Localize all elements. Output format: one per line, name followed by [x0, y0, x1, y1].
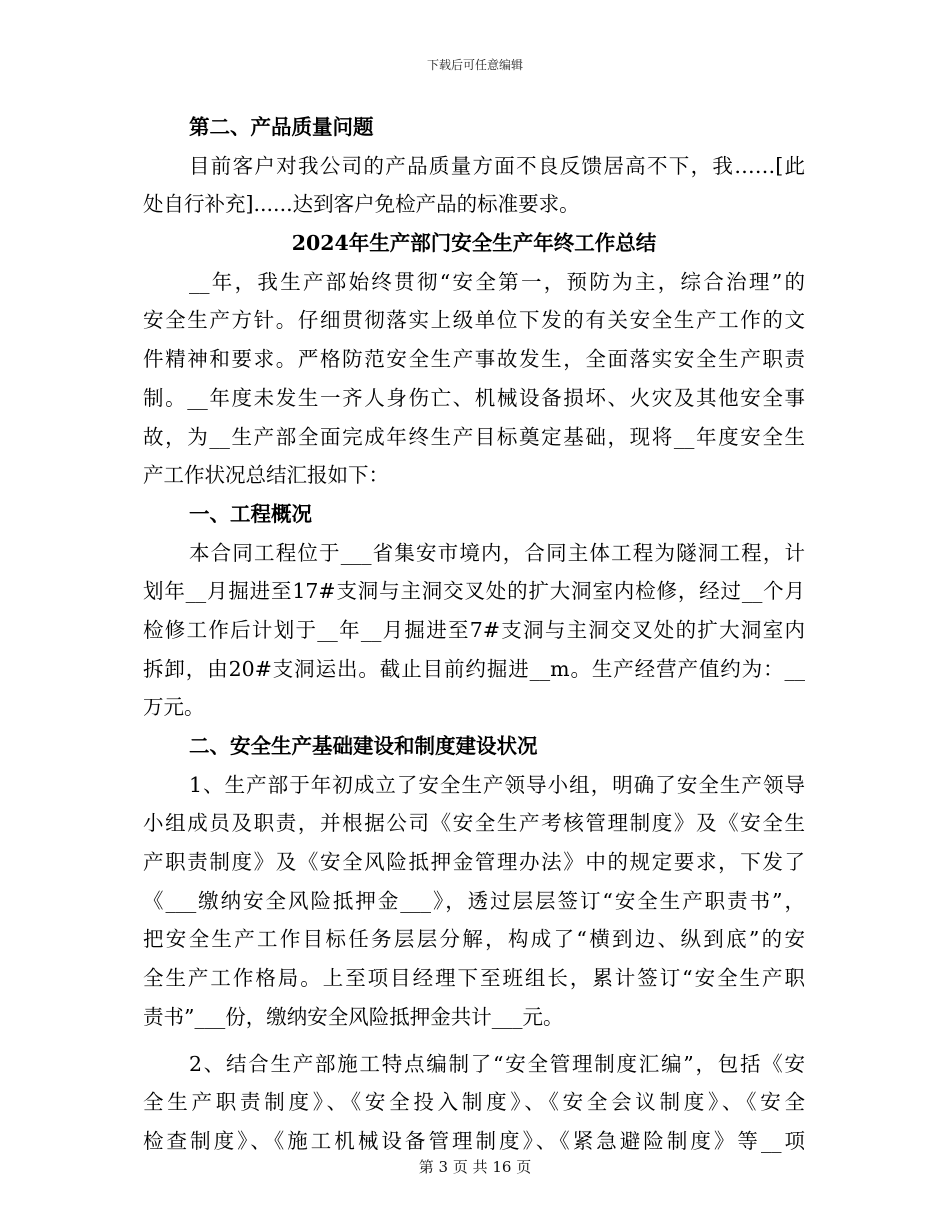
- document-title: 2024年生产部门安全生产年终工作总结: [291, 231, 657, 256]
- paragraph-line: 产职责制度》及《安全风险抵押金管理办法》中的规定要求，下发了: [143, 850, 805, 875]
- paragraph-line: 小组成员及职责，并根据公司《安全生产考核管理制度》及《安全生: [143, 811, 805, 836]
- section-heading: 第二、产品质量问题: [189, 115, 374, 139]
- paragraph-line: 全生产工作格局。上至项目经理下至班组长，累计签订“安全生产职: [143, 966, 805, 991]
- paragraph-line: __年，我生产部始终贯彻“安全第一，预防为主，综合治理”的: [189, 269, 805, 294]
- paragraph-line: 检查制度》、《施工机械设备管理制度》、《紧急避险制度》等__项: [143, 1128, 805, 1153]
- paragraph-line: 拆卸，由20#支洞运出。截止目前约掘进__m。生产经营产值约为：__: [143, 656, 805, 681]
- paragraph-line: 件精神和要求。严格防范安全生产事故发生，全面落实安全生产职责: [143, 347, 805, 372]
- paragraph-line: 制。__年度未发生一齐人身伤亡、机械设备损坏、火灾及其他安全事: [143, 385, 805, 410]
- paragraph-line: 本合同工程位于___省集安市境内，合同主体工程为隧洞工程，计: [189, 540, 805, 565]
- paragraph-line: 处自行补充]......达到客户免检产品的标准要求。: [143, 192, 580, 217]
- paragraph-line: 故，为__生产部全面完成年终生产目标奠定基础，现将__年度安全生: [143, 424, 805, 449]
- download-note: 下载后可任意编辑: [426, 58, 523, 72]
- paragraph-line: 责书”___份，缴纳安全风险抵押金共计___元。: [143, 1004, 564, 1029]
- paragraph-line: 2、结合生产部施工特点编制了“安全管理制度汇编”，包括《安: [189, 1051, 805, 1076]
- section-heading: 一、工程概况: [189, 501, 312, 526]
- paragraph-line: 检修工作后计划于__年__月掘进至7#支洞与主洞交叉处的扩大洞室内: [143, 617, 805, 642]
- paragraph-line: 《___缴纳安全风险抵押金___》，透过层层签订“安全生产职责书”，: [143, 888, 805, 913]
- document-body: [143, 108, 805, 1161]
- paragraph-line: 1、生产部于年初成立了安全生产领导小组，明确了安全生产领导: [189, 772, 805, 797]
- paragraph-line: 划年__月掘进至17#支洞与主洞交叉处的扩大洞室内检修，经过__个月: [143, 579, 805, 604]
- section-heading: 二、安全生产基础建设和制度建设状况: [189, 734, 538, 758]
- paragraph-line: 产工作状况总结汇报如下：: [143, 463, 389, 488]
- paragraph-line: 把安全生产工作目标任务层层分解，构成了“横到边、纵到底”的安: [143, 927, 805, 952]
- paragraph-line: 全生产职责制度》、《安全投入制度》、《安全会议制度》、《安全: [143, 1090, 805, 1115]
- paragraph-line: 安全生产方针。仔细贯彻落实上级单位下发的有关安全生产工作的文: [143, 308, 805, 333]
- paragraph-line: 万元。: [143, 695, 205, 720]
- page-footer: 第 3 页 共 16 页: [418, 1158, 532, 1176]
- paragraph-line: 目前客户对我公司的产品质量方面不良反馈居高不下，我……[此: [189, 153, 805, 178]
